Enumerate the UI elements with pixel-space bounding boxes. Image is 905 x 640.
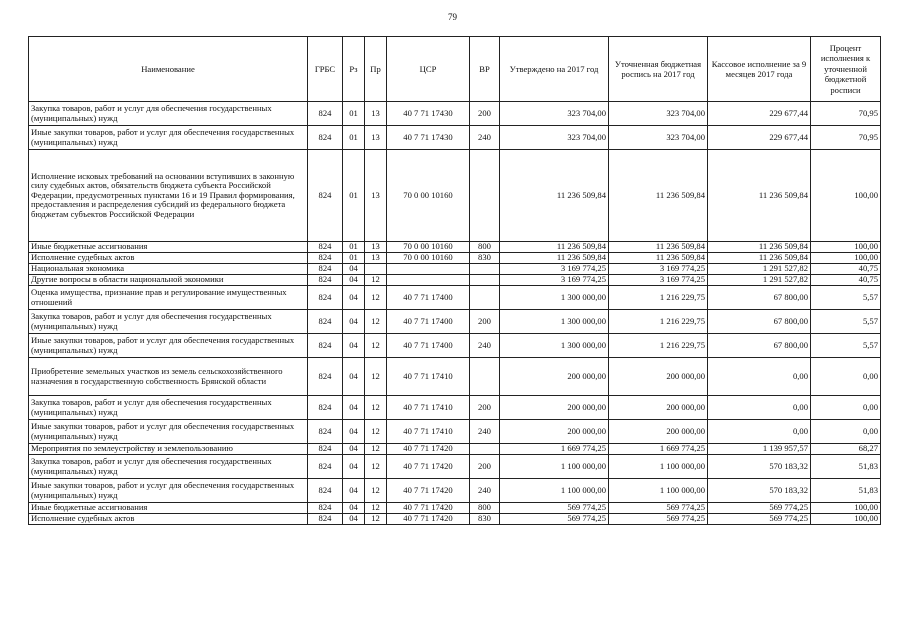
cell-rz: 01 <box>343 150 365 242</box>
cell-name: Иные бюджетные ассигнования <box>29 242 308 253</box>
cell-grbs: 824 <box>308 242 343 253</box>
table-row <box>29 253 881 264</box>
budget-execution-table <box>28 36 881 525</box>
cell-name: Закупка товаров, работ и услуг для обеспечения государственных (муниципальных) нужд <box>29 310 308 334</box>
cell-grbs: 824 <box>308 286 343 310</box>
cell-approved: 569 774,25 <box>500 503 609 514</box>
cell-refined: 569 774,25 <box>609 503 708 514</box>
cell-vr: 240 <box>470 126 500 150</box>
cell-refined: 569 774,25 <box>609 514 708 525</box>
cell-pr: 12 <box>365 514 387 525</box>
table-header-row <box>29 37 881 102</box>
table-row <box>29 310 881 334</box>
cell-name: Иные закупки товаров, работ и услуг для обеспечения государственных (муниципальных) нужд <box>29 479 308 503</box>
cell-approved: 11 236 509,84 <box>500 242 609 253</box>
cell-vr: 800 <box>470 242 500 253</box>
table-row <box>29 275 881 286</box>
table-row <box>29 126 881 150</box>
cell-pr: 12 <box>365 275 387 286</box>
cell-name: Исполнение исковых требований на основании вступивших в законную силу судебных актов, обязательств бюджета субъекта Российской Федерации, предусмотренных пунктами 16 и 19 Правил формирования, предоставления и распределения субсидий из федерального бюджета бюджетам субъектов Российской Федерации <box>29 150 308 242</box>
cell-approved: 1 669 774,25 <box>500 444 609 455</box>
cell-grbs: 824 <box>308 264 343 275</box>
cell-csr: 40 7 71 17420 <box>387 514 470 525</box>
cell-name: Закупка товаров, работ и услуг для обеспечения государственных (муниципальных) нужд <box>29 396 308 420</box>
cell-rz: 01 <box>343 126 365 150</box>
page-number: 79 <box>448 12 457 22</box>
cell-vr: 200 <box>470 310 500 334</box>
cell-name: Мероприятия по землеустройству и землепользованию <box>29 444 308 455</box>
cell-rz: 01 <box>343 242 365 253</box>
cell-cash: 229 677,44 <box>708 102 811 126</box>
cell-percent: 100,00 <box>811 150 881 242</box>
cell-vr <box>470 358 500 396</box>
cell-percent: 40,75 <box>811 264 881 275</box>
cell-csr: 40 7 71 17410 <box>387 358 470 396</box>
header-name: Наименование <box>29 37 308 102</box>
cell-refined: 323 704,00 <box>609 102 708 126</box>
cell-approved: 200 000,00 <box>500 396 609 420</box>
cell-grbs: 824 <box>308 444 343 455</box>
cell-vr <box>470 444 500 455</box>
cell-pr: 13 <box>365 242 387 253</box>
cell-csr: 40 7 71 17400 <box>387 286 470 310</box>
table-row <box>29 102 881 126</box>
cell-csr: 40 7 71 17410 <box>387 396 470 420</box>
cell-grbs: 824 <box>308 503 343 514</box>
cell-vr <box>470 264 500 275</box>
cell-grbs: 824 <box>308 396 343 420</box>
cell-cash: 67 800,00 <box>708 310 811 334</box>
cell-refined: 323 704,00 <box>609 126 708 150</box>
cell-cash: 570 183,32 <box>708 455 811 479</box>
cell-rz: 01 <box>343 253 365 264</box>
cell-rz: 04 <box>343 455 365 479</box>
cell-vr <box>470 275 500 286</box>
cell-pr: 12 <box>365 503 387 514</box>
cell-pr: 12 <box>365 396 387 420</box>
cell-rz: 04 <box>343 514 365 525</box>
cell-rz: 04 <box>343 479 365 503</box>
table-row <box>29 479 881 503</box>
cell-pr: 12 <box>365 455 387 479</box>
cell-csr: 40 7 71 17400 <box>387 334 470 358</box>
cell-percent: 51,83 <box>811 455 881 479</box>
cell-approved: 1 300 000,00 <box>500 286 609 310</box>
cell-name: Закупка товаров, работ и услуг для обеспечения государственных (муниципальных) нужд <box>29 102 308 126</box>
cell-refined: 1 669 774,25 <box>609 444 708 455</box>
table-row <box>29 334 881 358</box>
table-row <box>29 242 881 253</box>
cell-grbs: 824 <box>308 479 343 503</box>
header-grbs: ГРБС <box>308 37 343 102</box>
cell-cash: 11 236 509,84 <box>708 242 811 253</box>
cell-approved: 1 100 000,00 <box>500 479 609 503</box>
cell-vr: 240 <box>470 479 500 503</box>
cell-vr: 200 <box>470 102 500 126</box>
table-body <box>29 102 881 525</box>
cell-cash: 11 236 509,84 <box>708 150 811 242</box>
cell-approved: 1 300 000,00 <box>500 310 609 334</box>
cell-rz: 04 <box>343 275 365 286</box>
cell-percent: 5,57 <box>811 310 881 334</box>
table-row <box>29 264 881 275</box>
cell-approved: 200 000,00 <box>500 420 609 444</box>
cell-name: Иные закупки товаров, работ и услуг для обеспечения государственных (муниципальных) нужд <box>29 420 308 444</box>
table-row <box>29 420 881 444</box>
cell-csr: 40 7 71 17430 <box>387 102 470 126</box>
cell-grbs: 824 <box>308 126 343 150</box>
cell-refined: 3 169 774,25 <box>609 275 708 286</box>
cell-csr: 70 0 00 10160 <box>387 242 470 253</box>
header-cash: Кассовое исполнение за 9 месяцев 2017 года <box>708 37 811 102</box>
cell-cash: 0,00 <box>708 420 811 444</box>
cell-percent: 51,83 <box>811 479 881 503</box>
cell-pr: 13 <box>365 253 387 264</box>
cell-percent: 70,95 <box>811 126 881 150</box>
header-rz: Рз <box>343 37 365 102</box>
cell-name: Национальная экономика <box>29 264 308 275</box>
table-row <box>29 444 881 455</box>
table-row <box>29 396 881 420</box>
cell-percent: 100,00 <box>811 253 881 264</box>
cell-csr: 40 7 71 17420 <box>387 455 470 479</box>
cell-rz: 04 <box>343 396 365 420</box>
cell-name: Иные закупки товаров, работ и услуг для обеспечения государственных (муниципальных) нужд <box>29 126 308 150</box>
cell-vr: 830 <box>470 253 500 264</box>
cell-percent: 100,00 <box>811 503 881 514</box>
table-row <box>29 503 881 514</box>
cell-name: Приобретение земельных участков из земель сельскохозяйственного назначения в государственную собственность Брянской области <box>29 358 308 396</box>
cell-rz: 04 <box>343 334 365 358</box>
cell-rz: 01 <box>343 102 365 126</box>
cell-percent: 70,95 <box>811 102 881 126</box>
cell-csr: 40 7 71 17410 <box>387 420 470 444</box>
header-csr: ЦСР <box>387 37 470 102</box>
table-row <box>29 358 881 396</box>
cell-approved: 323 704,00 <box>500 126 609 150</box>
cell-pr <box>365 264 387 275</box>
cell-cash: 1 139 957,57 <box>708 444 811 455</box>
cell-csr: 40 7 71 17400 <box>387 310 470 334</box>
cell-name: Оценка имущества, признание прав и регулирование имущественных отношений <box>29 286 308 310</box>
cell-refined: 1 216 229,75 <box>609 310 708 334</box>
cell-refined: 11 236 509,84 <box>609 253 708 264</box>
cell-name: Другие вопросы в области национальной экономики <box>29 275 308 286</box>
cell-grbs: 824 <box>308 310 343 334</box>
cell-refined: 1 100 000,00 <box>609 479 708 503</box>
cell-name: Исполнение судебных актов <box>29 253 308 264</box>
cell-cash: 67 800,00 <box>708 334 811 358</box>
cell-cash: 1 291 527,82 <box>708 275 811 286</box>
cell-grbs: 824 <box>308 253 343 264</box>
cell-approved: 1 100 000,00 <box>500 455 609 479</box>
cell-percent: 0,00 <box>811 396 881 420</box>
cell-pr: 12 <box>365 358 387 396</box>
cell-cash: 67 800,00 <box>708 286 811 310</box>
cell-pr: 13 <box>365 150 387 242</box>
cell-cash: 570 183,32 <box>708 479 811 503</box>
cell-percent: 100,00 <box>811 514 881 525</box>
cell-vr: 240 <box>470 334 500 358</box>
cell-rz: 04 <box>343 264 365 275</box>
table-row <box>29 286 881 310</box>
cell-refined: 3 169 774,25 <box>609 264 708 275</box>
cell-pr: 12 <box>365 310 387 334</box>
cell-percent: 68,27 <box>811 444 881 455</box>
header-percent: Процент исполнения к уточненной бюджетной росписи <box>811 37 881 102</box>
cell-csr: 40 7 71 17420 <box>387 444 470 455</box>
cell-csr: 40 7 71 17430 <box>387 126 470 150</box>
cell-rz: 04 <box>343 420 365 444</box>
cell-refined: 200 000,00 <box>609 358 708 396</box>
cell-csr: 70 0 00 10160 <box>387 150 470 242</box>
cell-rz: 04 <box>343 444 365 455</box>
cell-grbs: 824 <box>308 514 343 525</box>
cell-rz: 04 <box>343 286 365 310</box>
cell-csr <box>387 275 470 286</box>
cell-name: Закупка товаров, работ и услуг для обеспечения государственных (муниципальных) нужд <box>29 455 308 479</box>
cell-pr: 12 <box>365 420 387 444</box>
cell-pr: 12 <box>365 334 387 358</box>
cell-percent: 40,75 <box>811 275 881 286</box>
cell-vr: 200 <box>470 396 500 420</box>
cell-vr: 240 <box>470 420 500 444</box>
cell-cash: 229 677,44 <box>708 126 811 150</box>
cell-percent: 0,00 <box>811 420 881 444</box>
cell-vr <box>470 286 500 310</box>
cell-pr: 12 <box>365 286 387 310</box>
cell-approved: 3 169 774,25 <box>500 275 609 286</box>
header-pr: Пр <box>365 37 387 102</box>
cell-vr: 830 <box>470 514 500 525</box>
cell-grbs: 824 <box>308 358 343 396</box>
table-row <box>29 150 881 242</box>
cell-approved: 323 704,00 <box>500 102 609 126</box>
cell-rz: 04 <box>343 503 365 514</box>
cell-refined: 1 216 229,75 <box>609 334 708 358</box>
cell-approved: 11 236 509,84 <box>500 150 609 242</box>
cell-cash: 569 774,25 <box>708 514 811 525</box>
cell-csr: 40 7 71 17420 <box>387 503 470 514</box>
cell-rz: 04 <box>343 358 365 396</box>
cell-cash: 0,00 <box>708 396 811 420</box>
cell-approved: 200 000,00 <box>500 358 609 396</box>
cell-percent: 5,57 <box>811 334 881 358</box>
cell-cash: 569 774,25 <box>708 503 811 514</box>
cell-percent: 0,00 <box>811 358 881 396</box>
cell-vr: 800 <box>470 503 500 514</box>
cell-csr <box>387 264 470 275</box>
cell-pr: 12 <box>365 444 387 455</box>
cell-cash: 11 236 509,84 <box>708 253 811 264</box>
cell-csr: 40 7 71 17420 <box>387 479 470 503</box>
cell-pr: 13 <box>365 126 387 150</box>
cell-pr: 13 <box>365 102 387 126</box>
cell-grbs: 824 <box>308 420 343 444</box>
cell-refined: 200 000,00 <box>609 396 708 420</box>
header-approved: Утверждено на 2017 год <box>500 37 609 102</box>
cell-vr: 200 <box>470 455 500 479</box>
cell-approved: 11 236 509,84 <box>500 253 609 264</box>
cell-rz: 04 <box>343 310 365 334</box>
cell-percent: 100,00 <box>811 242 881 253</box>
cell-grbs: 824 <box>308 150 343 242</box>
cell-approved: 569 774,25 <box>500 514 609 525</box>
cell-refined: 200 000,00 <box>609 420 708 444</box>
cell-vr <box>470 150 500 242</box>
cell-csr: 70 0 00 10160 <box>387 253 470 264</box>
cell-refined: 11 236 509,84 <box>609 150 708 242</box>
header-refined: Уточненная бюджетная роспись на 2017 год <box>609 37 708 102</box>
cell-refined: 11 236 509,84 <box>609 242 708 253</box>
cell-refined: 1 216 229,75 <box>609 286 708 310</box>
table-row <box>29 455 881 479</box>
cell-approved: 3 169 774,25 <box>500 264 609 275</box>
cell-cash: 1 291 527,82 <box>708 264 811 275</box>
table-row <box>29 514 881 525</box>
cell-grbs: 824 <box>308 275 343 286</box>
cell-grbs: 824 <box>308 102 343 126</box>
header-vr: ВР <box>470 37 500 102</box>
cell-percent: 5,57 <box>811 286 881 310</box>
cell-cash: 0,00 <box>708 358 811 396</box>
cell-refined: 1 100 000,00 <box>609 455 708 479</box>
cell-name: Исполнение судебных актов <box>29 514 308 525</box>
cell-approved: 1 300 000,00 <box>500 334 609 358</box>
cell-grbs: 824 <box>308 455 343 479</box>
cell-name: Иные закупки товаров, работ и услуг для обеспечения государственных (муниципальных) нужд <box>29 334 308 358</box>
cell-name: Иные бюджетные ассигнования <box>29 503 308 514</box>
cell-pr: 12 <box>365 479 387 503</box>
cell-grbs: 824 <box>308 334 343 358</box>
